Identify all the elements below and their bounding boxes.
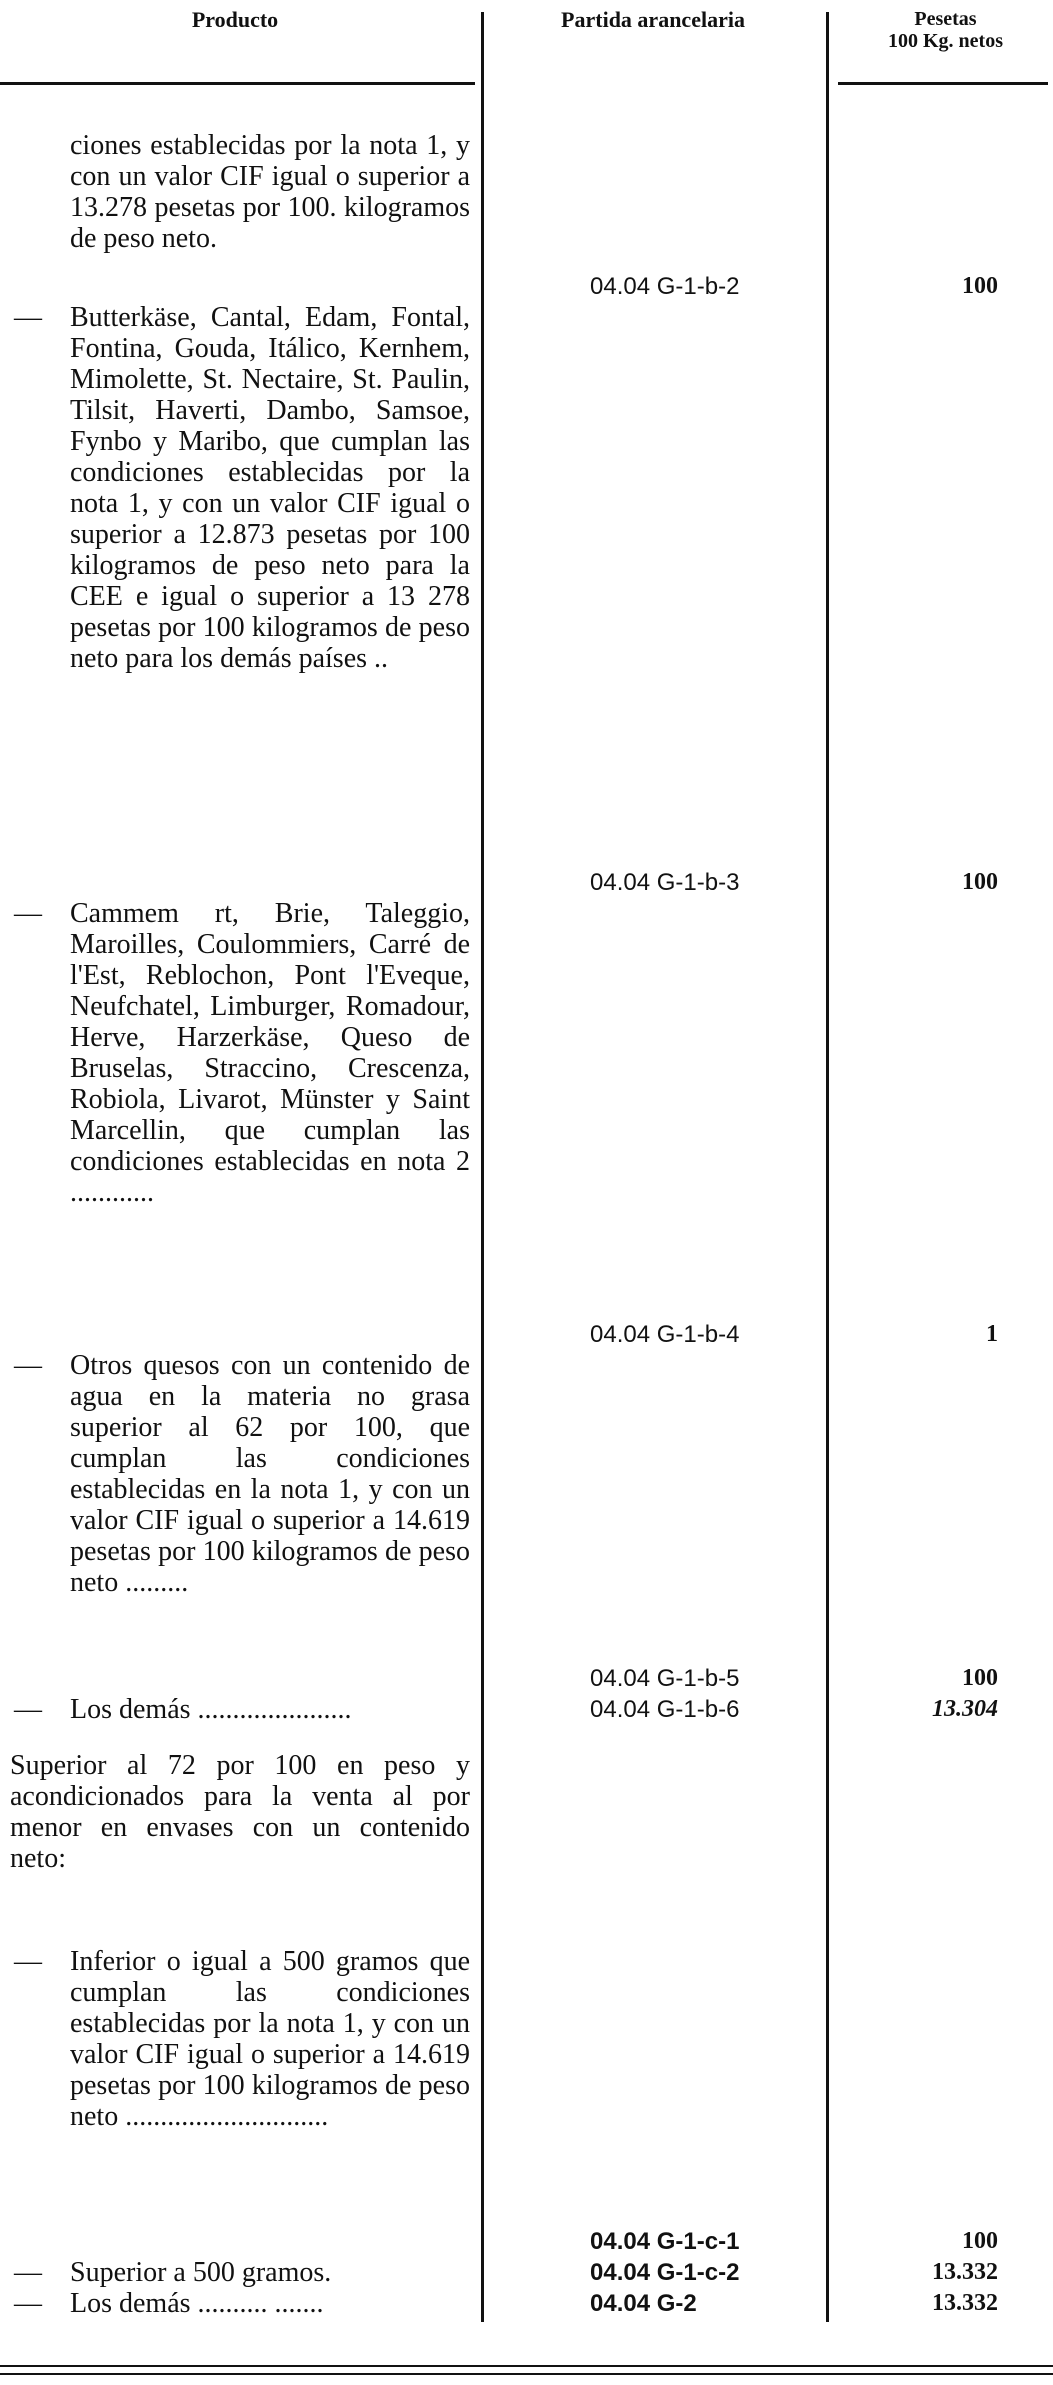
- row-2-value: 1: [986, 1321, 998, 1347]
- row-8-dash: —: [14, 2288, 42, 2319]
- row-7-text: Superior a 500 gramos.: [70, 2257, 332, 2288]
- header-partida-arancelaria: Partida arancelaria: [561, 7, 745, 32]
- row-5-text: Superior al 72 por 100 en peso y acondicionados para la venta al por menor en envases con un contenido neto:: [10, 1750, 470, 1874]
- row-0-code: 04.04 G-1-b-2: [590, 273, 740, 300]
- row-2-code: 04.04 G-1-b-4: [590, 1321, 740, 1348]
- row-7-dash: —: [14, 2257, 42, 2288]
- row-1-code: 04.04 G-1-b-3: [590, 869, 740, 896]
- row-6-text: Inferior o igual a 500 gramos que cumplan las condiciones establecidas por la nota 1, y con un valor CIF igual o superior a 14.619 pesetas por 100 kilogramos de peso neto .............................: [70, 1946, 470, 2132]
- row-8-code: 04.04 G-2: [590, 2290, 697, 2317]
- bottom-rule-1: [0, 2365, 1053, 2367]
- row-2-dash: —: [14, 898, 42, 929]
- bottom-rule-2: [0, 2373, 1053, 2375]
- row-3-value: 100: [962, 1665, 998, 1691]
- row-3-text: Otros quesos con un contenido de agua en la materia no grasa superior al 62 por 100, que cumplan las condiciones establecidas en la nota 1, y con un valor CIF igual o superior a 14.619 pesetas por 100 kilogramos de peso neto .........: [70, 1350, 470, 1598]
- row-3-dash: —: [14, 1350, 42, 1381]
- row-6-dash: —: [14, 1946, 42, 1977]
- row-6-code: 04.04 G-1-c-1: [590, 2228, 740, 2255]
- header-rule-left: [0, 82, 475, 85]
- row-4-text: Los demás ......................: [70, 1694, 352, 1725]
- row-1-value: 100: [962, 869, 998, 895]
- row-7-value: 13.332: [932, 2259, 998, 2285]
- row-4-code: 04.04 G-1-b-6: [590, 1696, 740, 1723]
- row-1-dash: —: [14, 302, 42, 333]
- column-divider-1: [481, 12, 484, 2322]
- row-4-dash: —: [14, 1694, 42, 1725]
- header-pesetas-line1: Pesetas: [914, 8, 977, 30]
- row-6-value: 100: [962, 2228, 998, 2254]
- row-1-text: Butterkäse, Cantal, Edam, Fontal, Fontina, Gouda, Itálico, Kernhem, Mimolette, St. Nectaire, St. Paulin, Tilsit, Haverti, Dambo, Samsoe, Fynbo y Maribo, que cumplan las condiciones establecidas por la nota 1, y con un valor CIF igual o superior a 12.873 pesetas por 100 kilogramos de peso neto para la CEE e igual o superior a 13 278 pesetas por 100 kilogramos de peso neto para los demás países ..: [70, 302, 470, 674]
- row-3-code: 04.04 G-1-b-5: [590, 1665, 740, 1692]
- header-rule-right: [838, 82, 1048, 85]
- header-pesetas: [838, 8, 1053, 52]
- column-divider-2: [826, 12, 829, 2322]
- row-2-text: Cammem rt, Brie, Taleggio, Maroilles, Coulommiers, Carré de l'Est, Reblochon, Pont l'Eveque, Neufchatel, Limburger, Romadour, Herve, Harzerkäse, Queso de Bruselas, Straccino, Crescenza, Robiola, Livarot, Münster y Saint Marcellin, que cumplan las condiciones establecidas en nota 2 ............: [70, 898, 470, 1208]
- row-0-value: 100: [962, 273, 998, 299]
- row-7-code: 04.04 G-1-c-2: [590, 2259, 740, 2286]
- header-producto: Producto: [191, 7, 279, 32]
- row-8-text: Los demás .......... .......: [70, 2288, 324, 2319]
- header-pesetas-line2: 100 Kg. netos: [888, 30, 1003, 52]
- row-8-value: 13.332: [932, 2290, 998, 2316]
- row-0-text: ciones establecidas por la nota 1, y con un valor CIF igual o superior a 13.278 pesetas por 100. kilogramos de peso neto.: [70, 130, 470, 254]
- row-4-value: 13.304: [932, 1696, 998, 1722]
